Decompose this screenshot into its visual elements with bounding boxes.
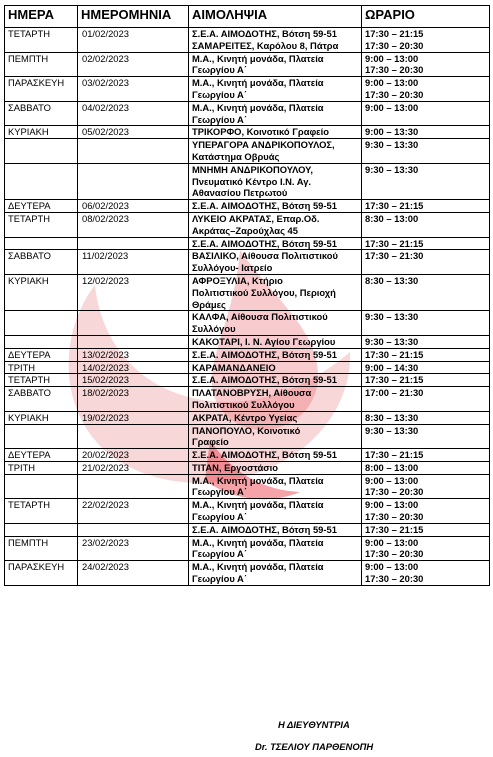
row-place-line: ΚΑΚΟΤΑΡΙ, Ι. Ν. Αγίου Γεωργίου [192,335,336,347]
row-hours [362,449,490,462]
row-hours [362,335,490,348]
signature-name: Dr. ΤΣΕΛΙΟΥ ΠΑΡΘΕΝΟΠΗ [255,741,374,752]
row-hours-line [365,225,487,237]
row-place [189,474,362,499]
row-place-line: Σ.Ε.Α. ΑΙΜΟΔΟΤΗΣ, Βότση 59-51 [192,374,337,386]
row-date: 13/02/2023 [78,348,189,361]
row-place [189,374,362,387]
row-hours-line: 9:30 – 13:30 [365,139,419,151]
table-row [5,52,490,77]
row-hours-line: 8:30 – 13:00 [365,212,419,224]
row-hours-line: 9:00 – 13:00 [365,536,419,548]
row-place [189,561,362,586]
row-place-line: Σ.Ε.Α. ΑΙΜΟΔΟΤΗΣ, Βότση 59-51 [192,200,337,212]
row-date: 08/02/2023 [78,212,189,237]
row-place-line: Μ.Α., Κινητή μονάδα, Πλατεία [192,101,324,113]
row-hours [362,77,490,102]
row-place-line: ΠΑΝΟΠΟΥΛΟ, Κοινοτικό [192,424,301,436]
row-place-line: Γραφείο [192,436,229,448]
row-place [189,237,362,250]
row-hours-line: 9:00 – 13:00 [365,474,419,486]
row-place-line: Γεωργίου Α΄ [192,88,247,100]
table-row [5,411,490,424]
row-hours [362,523,490,536]
table-row [5,561,490,586]
row-place [189,274,362,310]
row-hours-line: 8:30 – 13:30 [365,274,419,286]
row-place-line: Μ.Α., Κινητή μονάδα, Πλατεία [192,536,324,548]
row-place [189,311,362,336]
row-hours-line: 17:30 – 20:30 [365,88,424,100]
row-hours [362,101,490,126]
table-row [5,474,490,499]
row-place [189,461,362,474]
row-place-line: Μ.Α., Κινητή μονάδα, Πλατεία [192,52,324,64]
row-hours [362,461,490,474]
row-hours-line: 17:30 – 21:15 [365,28,424,39]
table-row [5,212,490,237]
table-row [5,348,490,361]
row-place [189,139,362,164]
row-date: 22/02/2023 [78,499,189,524]
row-place-line: Μ.Α., Κινητή μονάδα, Πλατεία [192,474,324,486]
row-hours-line: 17:30 – 20:30 [365,573,424,585]
row-date: 03/02/2023 [78,77,189,102]
row-day: ΔΕΥΤΕΡΑ [5,348,78,361]
table-row [5,461,490,474]
row-hours [362,212,490,237]
row-place-line: Γεωργίου Α΄ [192,486,247,498]
row-place-line: Πολιτιστικού Συλλόγου [192,398,295,410]
table-row [5,101,490,126]
row-place [189,52,362,77]
row-place-line: Σ.Ε.Α. ΑΙΜΟΔΟΤΗΣ, Βότση 59-51 [192,348,337,360]
row-hours-line: 9:30 – 13:30 [365,163,419,175]
row-date: 15/02/2023 [78,374,189,387]
row-place-line: Κατάστημα Οβρυάς [192,150,280,162]
row-hours-line: 17:00 – 21:30 [365,387,424,399]
row-place-line: ΜΝΗΜΗ ΑΝΔΡΙΚΟΠΟΥΛΟΥ, [192,163,314,175]
row-date: 06/02/2023 [78,200,189,213]
row-date [78,163,189,199]
row-place [189,536,362,561]
row-place-line: Σ.Ε.Α. ΑΙΜΟΔΟΤΗΣ, Βότση 59-51 [192,523,337,535]
row-date [78,523,189,536]
row-hours-line [365,187,487,199]
row-place-line: ΚΑΛΦΑ, Αίθουσα Πολιτιστικού [192,311,328,323]
row-date: 05/02/2023 [78,126,189,139]
row-hours [362,311,490,336]
table-row [5,361,490,374]
row-place [189,77,362,102]
row-place-line: Σ.Ε.Α. ΑΙΜΟΔΟΤΗΣ, Βότση 59-51 [192,28,337,39]
row-hours-line: 9:00 – 13:00 [365,499,419,511]
row-day: ΤΕΤΑΡΤΗ [5,374,78,387]
row-place [189,411,362,424]
row-place-line: ΣΑΜΑΡΕΙΤΕΣ, Καρόλου 8, Πάτρα [192,39,339,51]
row-hours-line: 17:30 – 21:15 [365,348,424,360]
row-date: 04/02/2023 [78,101,189,126]
table-row [5,449,490,462]
row-date [78,139,189,164]
row-place [189,499,362,524]
row-day [5,474,78,499]
row-place [189,387,362,412]
row-hours-line [365,299,487,311]
row-hours-line [365,399,487,411]
table-row [5,28,490,53]
table-header-row [5,6,490,28]
table-row [5,374,490,387]
row-day [5,424,78,449]
row-day: ΔΕΥΤΕΡΑ [5,449,78,462]
row-hours-line [365,151,487,163]
header-day: ΗΜΕΡΑ [5,6,78,28]
table-row [5,335,490,348]
row-day [5,139,78,164]
table-row [5,499,490,524]
row-place-line: Αθανασίου Πετρωτού [192,187,288,199]
row-hours [362,411,490,424]
row-hours [362,250,490,275]
row-hours [362,561,490,586]
row-place-line: Σ.Ε.Α. ΑΙΜΟΔΟΤΗΣ, Βότση 59-51 [192,237,337,249]
row-hours-line: 8:30 – 13:30 [365,411,419,423]
row-day: ΚΥΡΙΑΚΗ [5,274,78,310]
row-hours-line: 9:00 – 13:00 [365,77,419,89]
row-hours-line: 17:30 – 21:30 [365,250,424,262]
row-hours-line: 17:30 – 21:15 [365,523,424,535]
row-place-line: ΑΚΡΑΤΑ, Κέντρο Υγείας [192,411,298,423]
row-place-line: Μ.Α., Κινητή μονάδα, Πλατεία [192,561,324,573]
row-place [189,163,362,199]
row-day: ΤΕΤΑΡΤΗ [5,499,78,524]
row-day: ΠΑΡΑΣΚΕΥΗ [5,77,78,102]
row-hours-line: 17:30 – 21:15 [365,200,424,212]
row-place [189,424,362,449]
row-day: ΤΡΙΤΗ [5,461,78,474]
row-day [5,163,78,199]
row-day: ΤΡΙΤΗ [5,361,78,374]
table-row [5,536,490,561]
table-row [5,250,490,275]
table-row [5,77,490,102]
row-day: ΔΕΥΤΕΡΑ [5,200,78,213]
row-place [189,200,362,213]
row-date [78,424,189,449]
row-hours [362,424,490,449]
row-date: 12/02/2023 [78,274,189,310]
table-row [5,424,490,449]
row-date: 02/02/2023 [78,52,189,77]
row-place-line: Σ.Ε.Α. ΑΙΜΟΔΟΤΗΣ, Βότση 59-51 [192,449,337,461]
row-hours-line [365,287,487,299]
row-hours-line [365,176,487,188]
row-hours-line: 17:30 – 21:15 [365,449,424,461]
row-place-line: ΤΙΤΑΝ, Εργοστάσιο [192,461,278,473]
row-hours-line: 17:30 – 20:30 [365,486,424,498]
row-hours [362,52,490,77]
row-place-line: Πολιτιστικού Συλλόγου, Περιοχή [192,286,336,298]
row-hours-line: 17:30 – 20:30 [365,39,424,51]
row-hours [362,348,490,361]
row-hours-line: 17:30 – 20:30 [365,511,424,523]
row-hours-line: 8:00 – 13:00 [365,461,419,473]
row-place-line: ΛΥΚΕΙΟ ΑΚΡΑΤΑΣ, Επαρ.Οδ. [192,212,320,224]
row-place [189,250,362,275]
row-place [189,348,362,361]
row-hours-line: 17:30 – 20:30 [365,64,424,76]
row-hours-line: 17:30 – 20:30 [365,548,424,560]
row-place-line: Θράμες [192,298,226,310]
row-place-line: Γεωργίου Α΄ [192,64,247,76]
row-place [189,361,362,374]
row-place-line: Ακράτας–Ζαρούχλας 45 [192,224,298,236]
row-place-line: ΚΑΡΑΜΑΝΔΑΝΕΙΟ [192,361,276,373]
row-place-line: ΤΡΙΚΟΡΦΟ, Κοινοτικό Γραφείο [192,126,329,138]
table-row [5,126,490,139]
row-date: 11/02/2023 [78,250,189,275]
row-hours-line: 9:00 – 13:00 [365,561,419,573]
row-place-line: Γεωργίου Α΄ [192,511,247,523]
row-hours-line [365,436,487,448]
row-place [189,28,362,53]
row-hours-line: 9:00 – 14:30 [365,361,419,373]
row-place [189,449,362,462]
row-day: ΣΑΒΒΑΤΟ [5,250,78,275]
table-row [5,311,490,336]
row-hours [362,374,490,387]
row-place-line: Συλλόγου- Ιατρείο [192,262,273,274]
row-hours [362,163,490,199]
row-date: 20/02/2023 [78,449,189,462]
row-date: 23/02/2023 [78,536,189,561]
row-date [78,237,189,250]
row-hours-line: 17:30 – 21:15 [365,237,424,249]
row-date: 21/02/2023 [78,461,189,474]
row-hours-line: 17:30 – 21:15 [365,374,424,386]
row-date: 24/02/2023 [78,561,189,586]
row-date: 19/02/2023 [78,411,189,424]
row-date [78,335,189,348]
row-place-line: ΠΛΑΤΑΝΟΒΡΥΣΗ, Αίθουσα [192,387,312,399]
row-day [5,335,78,348]
row-hours-line [365,114,487,126]
row-day: ΠΕΜΠΤΗ [5,536,78,561]
row-place-line: Μ.Α., Κινητή μονάδα, Πλατεία [192,499,324,511]
table-row [5,387,490,412]
row-day [5,311,78,336]
row-date: 18/02/2023 [78,387,189,412]
row-day: ΤΕΤΑΡΤΗ [5,28,78,53]
row-place-line: ΥΠΕΡΑΓΟΡΑ ΑΝΔΡΙΚΟΠΟΥΛΟΣ, [192,139,335,151]
row-hours-line [365,262,487,274]
table-row [5,237,490,250]
row-day: ΣΑΒΒΑΤΟ [5,387,78,412]
row-hours [362,200,490,213]
row-place-line: Συλλόγου [192,323,236,335]
row-place [189,523,362,536]
row-place-line: Γεωργίου Α΄ [192,573,247,585]
row-date [78,474,189,499]
row-hours [362,274,490,310]
row-place [189,101,362,126]
signature-title: Η ΔΙΕΥΘΥΝΤΡΙΑ [278,719,350,730]
row-day: ΠΕΜΠΤΗ [5,52,78,77]
row-hours-line: 9:00 – 13:00 [365,52,419,64]
row-date [78,311,189,336]
table-row [5,523,490,536]
row-hours [362,361,490,374]
row-day [5,523,78,536]
table-row [5,139,490,164]
row-hours [362,387,490,412]
row-place-line: Γεωργίου Α΄ [192,113,247,125]
row-place-line: Γεωργίου Α΄ [192,548,247,560]
row-hours-line [365,323,487,335]
row-place [189,335,362,348]
row-day: ΠΑΡΑΣΚΕΥΗ [5,561,78,586]
row-hours-line: 9:00 – 13:30 [365,126,419,138]
row-hours-line: 9:30 – 13:30 [365,424,419,436]
row-day: ΤΕΤΑΡΤΗ [5,212,78,237]
row-place-line: ΒΑΣΙΛΙΚΟ, Αίθουσα Πολιτιστικού [192,250,338,262]
row-hours [362,536,490,561]
row-day [5,237,78,250]
row-hours [362,474,490,499]
row-hours-line: 9:30 – 13:30 [365,335,419,347]
row-hours [362,499,490,524]
header-place: ΑΙΜΟΛΗΨΙΑ [189,6,362,28]
row-hours-line: 9:30 – 13:30 [365,311,419,323]
row-place [189,212,362,237]
row-date: 01/02/2023 [78,28,189,53]
row-place-line: Πνευματικό Κέντρο Ι.Ν. Αγ. [192,175,312,187]
header-date: ΗΜΕΡΟΜΗΝΙΑ [78,6,189,28]
row-hours [362,237,490,250]
row-day: ΣΑΒΒΑΤΟ [5,101,78,126]
table-row [5,200,490,213]
row-day: ΚΥΡΙΑΚΗ [5,126,78,139]
row-place [189,126,362,139]
table-row [5,163,490,199]
row-hours [362,126,490,139]
row-hours [362,139,490,164]
row-place-line: Μ.Α., Κινητή μονάδα, Πλατεία [192,77,324,89]
row-hours-line: 9:00 – 13:00 [365,101,419,113]
blood-drive-schedule-table [4,5,490,586]
row-day: ΚΥΡΙΑΚΗ [5,411,78,424]
table-row [5,274,490,310]
row-hours [362,28,490,53]
row-place-line: ΑΦΡΟΞΥΛΙΑ, Κτήριο [192,274,283,286]
row-date: 14/02/2023 [78,361,189,374]
header-hours: ΩΡΑΡΙΟ [362,6,490,28]
